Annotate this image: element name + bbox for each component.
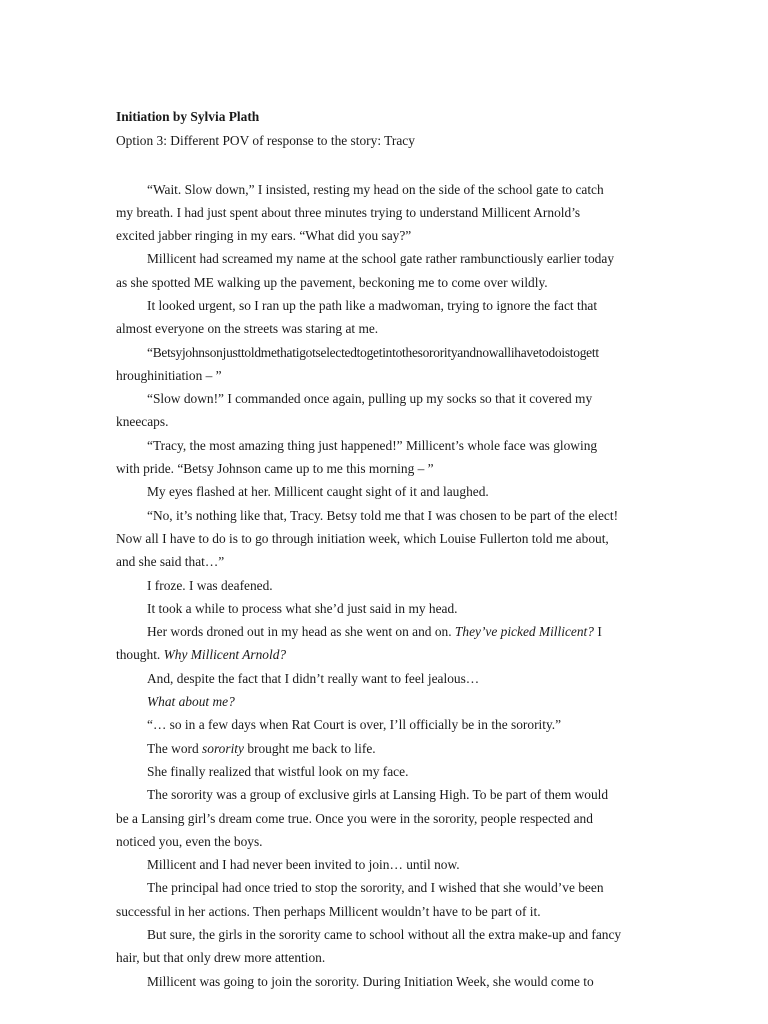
- text-line: [116, 876, 656, 899]
- text-line: [116, 760, 656, 783]
- text-segment: She finally realized that wistful look on my face.: [147, 763, 409, 779]
- text-line: [116, 597, 656, 620]
- text-segment: “… so in a few days when Rat Court is over, I’ll officially be in the sorority.”: [147, 717, 562, 733]
- text-segment: with pride. “Betsy Johnson came up to me this morning – ”: [116, 461, 434, 477]
- text-line: [116, 574, 656, 597]
- text-line: [116, 317, 656, 340]
- text-line: [116, 946, 656, 969]
- text-line: [116, 504, 656, 527]
- text-line: [116, 667, 656, 690]
- text-segment: “Tracy, the most amazing thing just happened!” Millicent’s whole face was glowing: [147, 437, 598, 453]
- text-line: [116, 364, 656, 387]
- text-segment: The word: [147, 740, 203, 756]
- text-line: [116, 853, 656, 876]
- document-subtitle: Option 3: Different POV of response to the story: Tracy: [116, 133, 415, 148]
- text-line: [116, 527, 656, 550]
- text-segment: “Wait. Slow down,” I insisted, resting my head on the side of the school gate to catch: [147, 181, 604, 197]
- italic-text: Why Millicent Arnold?: [163, 647, 287, 663]
- italic-text: They’ve picked Millicent?: [454, 624, 594, 640]
- text-line: [116, 178, 656, 201]
- text-line: [116, 900, 656, 923]
- text-segment: as she spotted ME walking up the pavement, beckoning me to come over wildly.: [116, 274, 548, 290]
- text-segment: “Betsyjohnsonjusttoldmethatigotselectedtogetintothesororityandnowallihavetodoistogett: [147, 344, 599, 360]
- text-segment: Now all I have to do is to go through initiation week, which Louise Fullerton told me about,: [116, 530, 609, 546]
- text-line: [116, 923, 656, 946]
- text-segment: noticed you, even the boys.: [116, 833, 263, 849]
- text-segment: Her words droned out in my head as she went on and on.: [147, 624, 455, 640]
- text-segment: hair, but that only drew more attention.: [116, 950, 326, 966]
- text-segment: Millicent was going to join the sorority. During Initiation Week, she would come to: [147, 973, 594, 989]
- text-segment: hroughinitiation – ”: [116, 367, 222, 383]
- document-title: Initiation by Sylvia Plath: [116, 109, 260, 124]
- text-segment: “No, it’s nothing like that, Tracy. Betsy told me that I was chosen to be part of the elect!: [147, 507, 619, 523]
- text-line: [116, 410, 656, 433]
- text-line: [116, 620, 656, 643]
- text-line: [116, 690, 656, 713]
- italic-text: sorority: [202, 740, 244, 756]
- text-line: [116, 224, 656, 247]
- text-segment: But sure, the girls in the sorority came to school without all the extra make-up and fancy: [147, 927, 622, 942]
- italic-text: What about me?: [147, 694, 235, 710]
- text-segment: and she said that…”: [116, 554, 225, 570]
- text-line: [116, 271, 656, 294]
- text-segment: my breath. I had just spent about three minutes trying to understand Millicent Arnold’s: [116, 204, 581, 220]
- text-segment: Millicent and I had never been invited to join… until now.: [147, 857, 460, 873]
- text-line: [116, 294, 656, 317]
- text-line: [116, 713, 656, 736]
- text-segment: thought.: [116, 647, 164, 663]
- text-line: [116, 480, 656, 503]
- text-segment: I: [593, 624, 602, 640]
- text-segment: The sorority was a group of exclusive girls at Lansing High. To be part of them would: [147, 787, 609, 803]
- text-line: [116, 737, 656, 760]
- text-segment: be a Lansing girl’s dream come true. Once you were in the sorority, people respected and: [116, 810, 593, 826]
- text-line: [116, 341, 656, 364]
- text-line: [116, 247, 656, 270]
- text-line: [116, 387, 656, 410]
- text-line: [116, 457, 656, 480]
- text-segment: I froze. I was deafened.: [147, 577, 273, 593]
- text-line: [116, 783, 656, 806]
- text-line: [116, 643, 656, 666]
- text-segment: Millicent had screamed my name at the school gate rather rambunctiously earlier today: [147, 251, 615, 267]
- text-line: [116, 970, 656, 993]
- text-line: [116, 807, 656, 830]
- text-line: [116, 201, 656, 224]
- text-segment: “Slow down!” I commanded once again, pulling up my socks so that it covered my: [147, 391, 593, 407]
- text-segment: The principal had once tried to stop the sorority, and I wished that she would’ve been: [147, 880, 604, 896]
- text-line: [116, 434, 656, 457]
- text-segment: My eyes flashed at her. Millicent caught sight of it and laughed.: [147, 484, 489, 500]
- text-segment: excited jabber ringing in my ears. “What did you say?”: [116, 228, 412, 244]
- text-line: [116, 550, 656, 573]
- text-segment: brought me back to life.: [243, 740, 376, 756]
- document-body: [116, 178, 656, 993]
- text-segment: successful in her actions. Then perhaps Millicent wouldn’t have to be part of it.: [116, 903, 541, 919]
- text-segment: And, despite the fact that I didn’t really want to feel jealous…: [147, 670, 480, 686]
- text-segment: It looked urgent, so I ran up the path like a madwoman, trying to ignore the fact that: [147, 297, 598, 313]
- text-segment: kneecaps.: [116, 414, 169, 430]
- text-segment: It took a while to process what she’d just said in my head.: [147, 600, 458, 616]
- text-segment: almost everyone on the streets was staring at me.: [116, 321, 379, 337]
- text-line: [116, 830, 656, 853]
